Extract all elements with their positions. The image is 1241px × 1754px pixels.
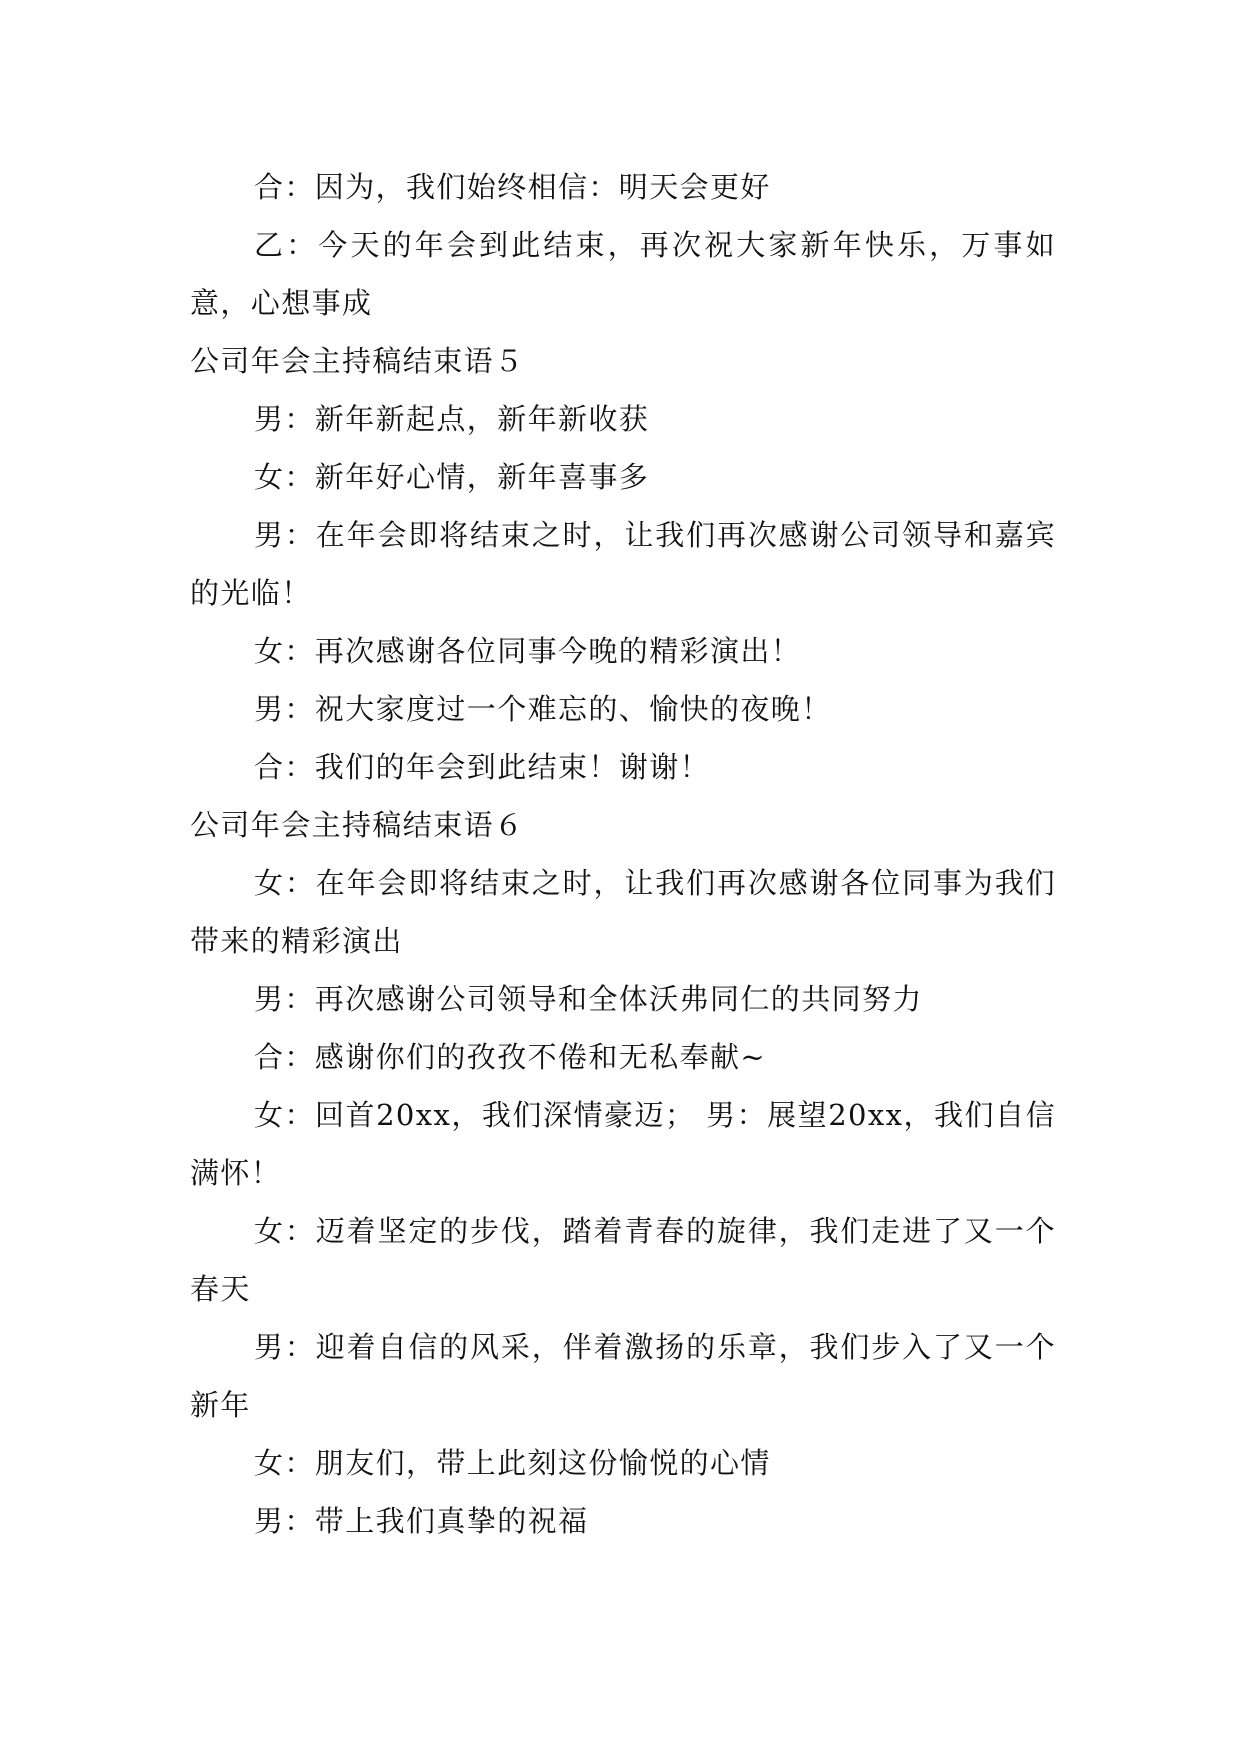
paragraph: 乙：今天的年会到此结束，再次祝大家新年快乐，万事如意，心想事成 (190, 228, 1056, 320)
paragraph: 女：迈着坚定的步伐，踏着青春的旋律，我们走进了又一个春天 (190, 1214, 1056, 1306)
paragraph: 男：带上我们真挚的祝福 (254, 1504, 589, 1538)
paragraph: 合：我们的年会到此结束！谢谢！ (254, 750, 711, 784)
paragraph: 女：再次感谢各位同事今晚的精彩演出！ (254, 634, 802, 668)
paragraph: 男：新年新起点，新年新收获 (254, 402, 650, 436)
paragraph: 男：再次感谢公司领导和全体沃弗同仁的共同努力 (254, 982, 923, 1016)
paragraph: 女：回首20xx，我们深情豪迈； 男：展望20xx，我们自信满怀！ (190, 1098, 1056, 1190)
section-heading: 公司年会主持稿结束语６ (190, 808, 525, 842)
paragraph: 女：在年会即将结束之时，让我们再次感谢各位同事为我们带来的精彩演出 (190, 866, 1056, 958)
section-heading: 公司年会主持稿结束语５ (190, 344, 525, 378)
paragraph: 女：新年好心情，新年喜事多 (254, 460, 650, 494)
document-body (190, 158, 1056, 1550)
paragraph: 男：祝大家度过一个难忘的、愉快的夜晚！ (254, 692, 832, 726)
paragraph: 男：在年会即将结束之时，让我们再次感谢公司领导和嘉宾的光临！ (190, 518, 1056, 610)
paragraph: 合：因为，我们始终相信：明天会更好 (254, 170, 771, 204)
paragraph: 男：迎着自信的风采，伴着激扬的乐章，我们步入了又一个新年 (190, 1330, 1056, 1422)
paragraph: 女：朋友们，带上此刻这份愉悦的心情 (254, 1446, 771, 1480)
paragraph: 合：感谢你们的孜孜不倦和无私奉献~ (254, 1040, 767, 1074)
